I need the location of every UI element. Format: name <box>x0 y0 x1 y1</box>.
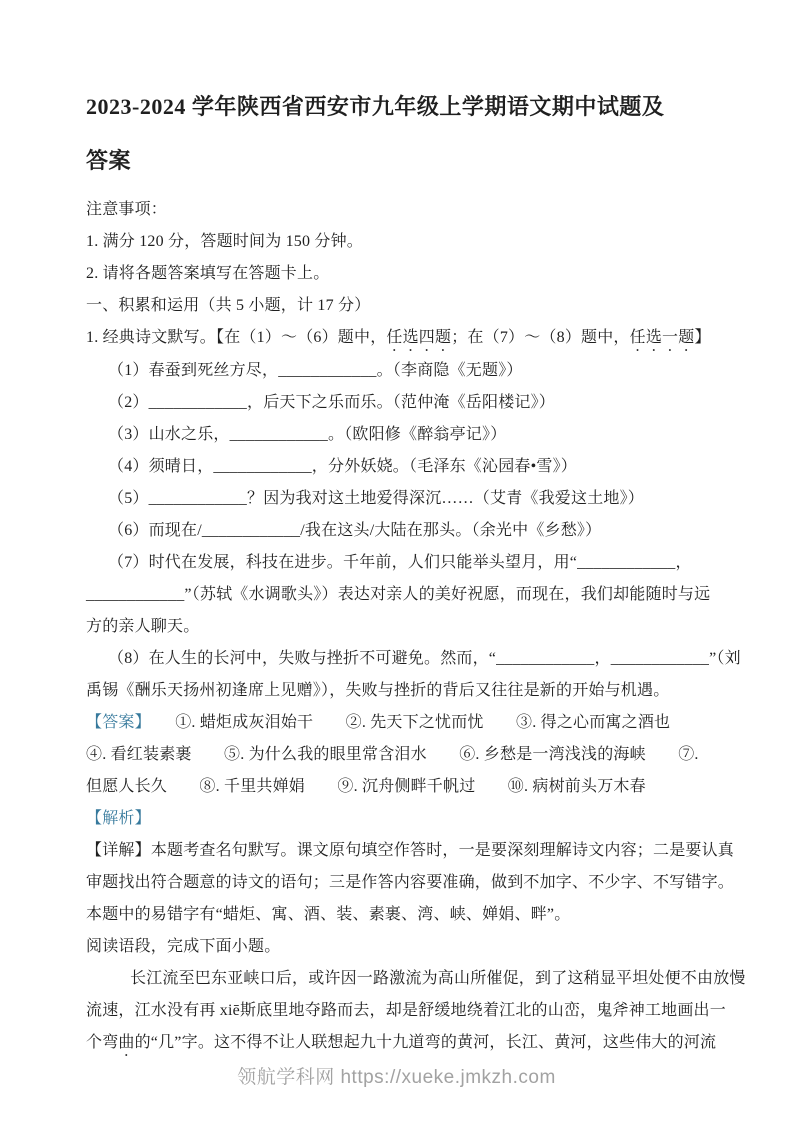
question1-blank-4: （4）须晴日，____________，分外妖娆。（毛泽东《沁园春•雪》） <box>108 458 578 475</box>
reading-passage-line3-pre: 个弯 <box>86 1034 119 1051</box>
notice-heading: 注意事项： <box>86 201 168 218</box>
reading-intro: 阅读语段，完成下面小题。 <box>86 938 281 955</box>
document-title <box>86 80 729 188</box>
reading-passage-line3-post: 的“几”字。这不得不让人联想起九十九道弯的黄河，长江、黄河，这些伟大的河流 <box>134 1034 717 1051</box>
question1-blank-6: （6）而现在/____________/我在这头/大陆在那头。（余光中《乡愁》） <box>108 522 602 539</box>
question1-stem-mid: ；在（7）～（8）题中， <box>451 329 630 346</box>
answer-items-line1: ①. 蜡炬成灰泪始干 ②. 先天下之忧而忧 ③. 得之心而寓之酒也 <box>142 714 671 731</box>
question1-stem-emphasis1: 任选四题 <box>386 329 452 346</box>
question1-blank-1: （1）春蚕到死丝方尽，____________。（李商隐《无题》） <box>108 362 523 379</box>
notice-item-2: 2. 请将各题答案填写在答题卡上。 <box>86 265 330 282</box>
question1-blank-3: （3）山水之乐，____________。（欧阳修《醉翁亭记》） <box>108 426 507 443</box>
reading-passage-emphasis-qu: 曲 <box>118 1034 135 1051</box>
question1-blank-7-line2: ____________”（苏轼《水调歌头》）表达对亲人的美好祝愿，而现在，我们却能随时与远 <box>86 586 711 603</box>
section1-heading: 一、积累和运用（共 5 小题，计 17 分） <box>86 297 371 314</box>
site-watermark: 领航学科网 https://xueke.jmkzh.com <box>237 1067 556 1088</box>
question1-stem-post: 】 <box>694 329 711 346</box>
reading-passage-line1: 长江流至巴东亚峡口后，或许因一路激流为高山所催促，到了这稍显平坦处便不由放慢 <box>130 970 746 987</box>
question1-stem-emphasis2: 任选一题 <box>629 329 695 346</box>
document-title-line1: 2023-2024 学年陕西省西安市九年级上学期语文期中试题及 <box>86 94 665 119</box>
reading-passage-line3 <box>86 1027 729 1060</box>
detail-line-1: 【详解】本题考查名句默写。课文原句填空作答时，一是要深刻理解诗文内容；二是要认真 <box>86 842 735 859</box>
reading-passage-line2: 流速，江水没有再 xiē斯底里地夺路而去，却是舒缓地绕着江北的山峦，鬼斧神工地画出一 <box>86 1002 726 1019</box>
question1-blank-7-line3: 方的亲人聊天。 <box>86 618 200 635</box>
analysis-label: 【解析】 <box>86 810 151 827</box>
detail-line-2: 审题找出符合题意的诗文的语句；三是作答内容要准确，做到不加字、不少字、不写错字。 <box>86 874 735 891</box>
question1-blank-7-line1: （7）时代在发展，科技在进步。千年前，人们只能举头望月，用“____________， <box>108 554 692 571</box>
document-title-line2: 答案 <box>86 148 132 173</box>
analysis-label-line <box>86 803 729 835</box>
answer-line-2: ④. 看红装素裹 ⑤. 为什么我的眼里常含泪水 ⑥. 乡愁是一湾浅浅的海峡 ⑦. <box>86 746 699 763</box>
notice-item-1: 1. 满分 120 分，答题时间为 150 分钟。 <box>86 233 364 250</box>
answer-label: 【答案】 <box>86 714 143 731</box>
answer-line-3: 但愿人长久 ⑧. 千里共婵娟 ⑨. 沉舟侧畔千帆过 ⑩. 病树前头万木春 <box>86 778 646 795</box>
answer-line-1 <box>86 707 729 739</box>
question1-stem-pre: 1. 经典诗文默写。【在（1）～（6）题中， <box>86 329 387 346</box>
document-content <box>86 80 746 1060</box>
question1-blank-8-line1: （8）在人生的长河中，失败与挫折不可避免。然而，“____________，____________”（刘 <box>108 650 741 667</box>
question1-blank-5: （5）____________？因为我对这土地爱得深沉……（艾青《我爱这土地》） <box>108 490 645 507</box>
detail-line-3: 本题中的易错字有“蜡炬、寓、酒、装、素裹、湾、峡、婵娟、畔”。 <box>86 906 571 923</box>
question1-blank-8-line2: 禹锡《酬乐天扬州初逢席上见赠》），失败与挫折的背后又往往是新的开始与机遇。 <box>86 682 670 699</box>
question1-blank-2: （2）____________，后天下之乐而乐。（范仲淹《岳阳楼记》） <box>108 394 556 411</box>
question1-stem <box>86 322 729 355</box>
